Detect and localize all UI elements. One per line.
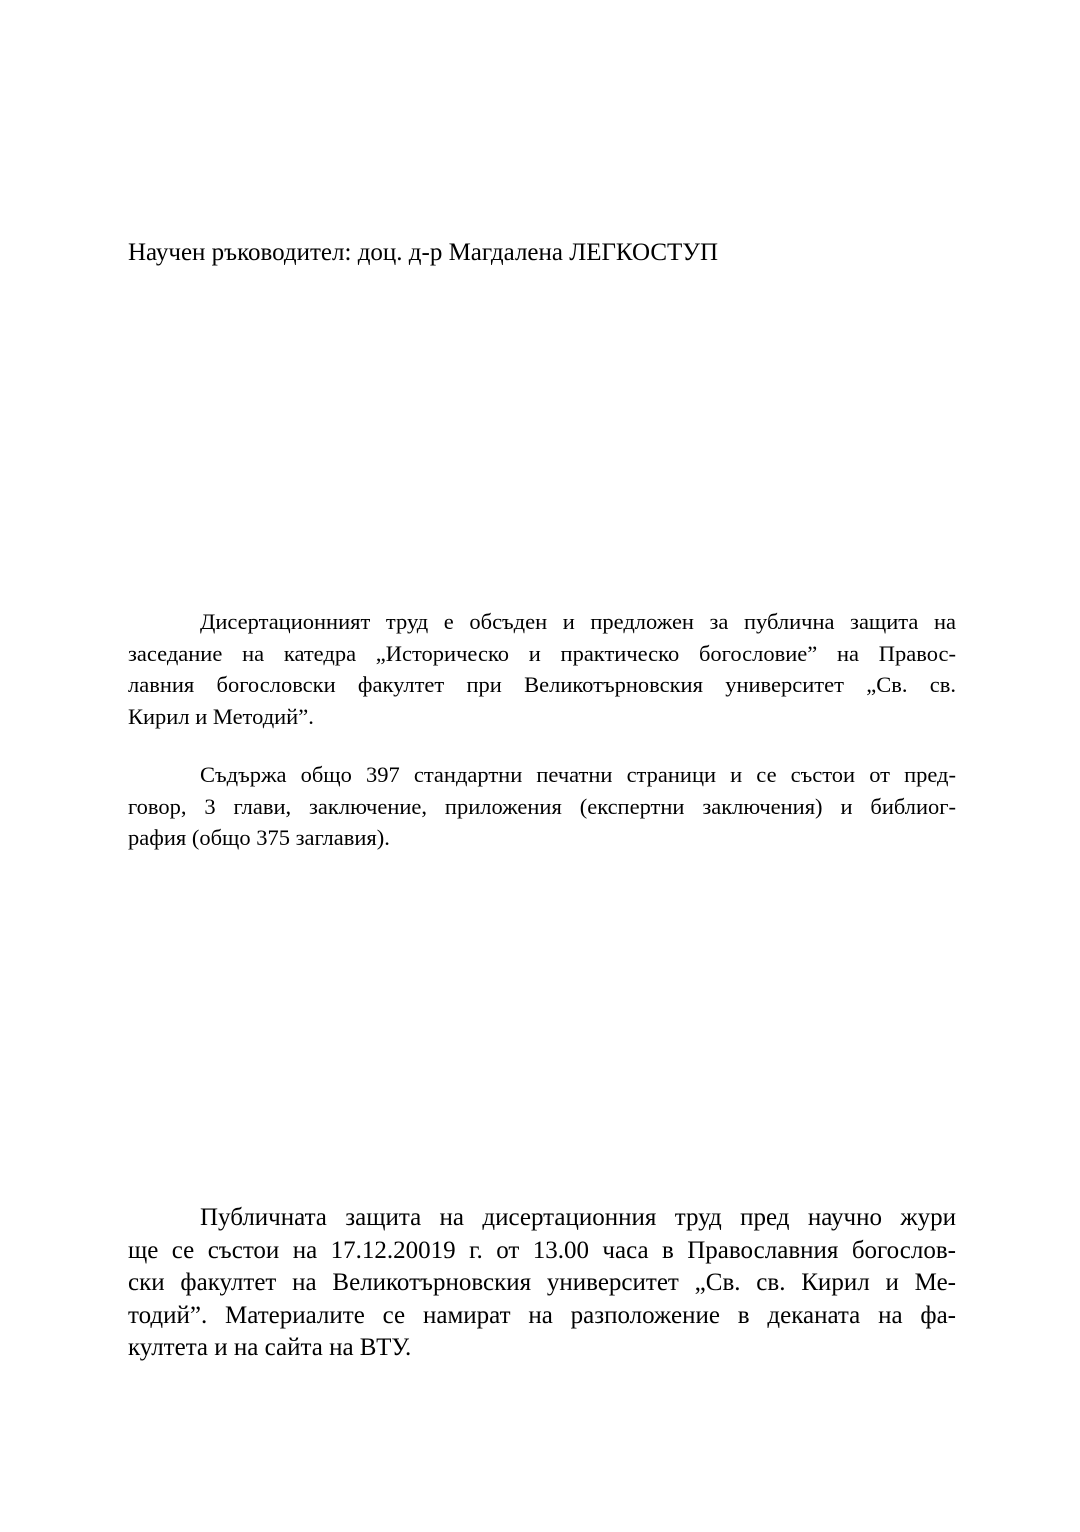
defense-line-3: ски факултет на Великотърновския университет „Св. св. Кирил и Ме- [128,1269,956,1296]
public-defense-paragraph [128,1202,956,1365]
discussion-line-3: лавния богословски факултет при Великотърновския университет „Св. св. [128,672,956,697]
contents-line-1: Съдържа общо 397 стандартни печатни страници и се състои от пред- [200,762,956,787]
scientific-supervisor-line: Научен ръководител: доц. д-р Магдалена ЛЕГКОСТУП [128,239,719,266]
defense-line-1: Публичната защита на дисертационния труд пред научно жури [200,1204,956,1231]
defense-line-2: ще се състои на 17.12.20019 г. от 13.00 часа в Православния богослов- [128,1236,956,1264]
dissertation-contents-paragraph [128,759,956,854]
dissertation-discussion-paragraph [128,606,956,732]
discussion-line-2: заседание на катедра „Историческо и практическо богословие” на Правос- [128,640,956,666]
defense-line-5: култета и на сайта на ВТУ. [128,1334,412,1361]
defense-line-4: тодий”. Материалите се намират на разположение в деканата на фа- [128,1301,956,1329]
contents-line-3: рафия (общо 375 заглавия). [128,825,390,850]
contents-line-2: говор, 3 глави, заключение, приложения (експертни заключения) и библиог- [128,793,956,819]
discussion-line-1: Дисертационният труд е обсъден и предложен за публична защита на [200,609,956,634]
discussion-line-4: Кирил и Методий”. [128,703,314,729]
